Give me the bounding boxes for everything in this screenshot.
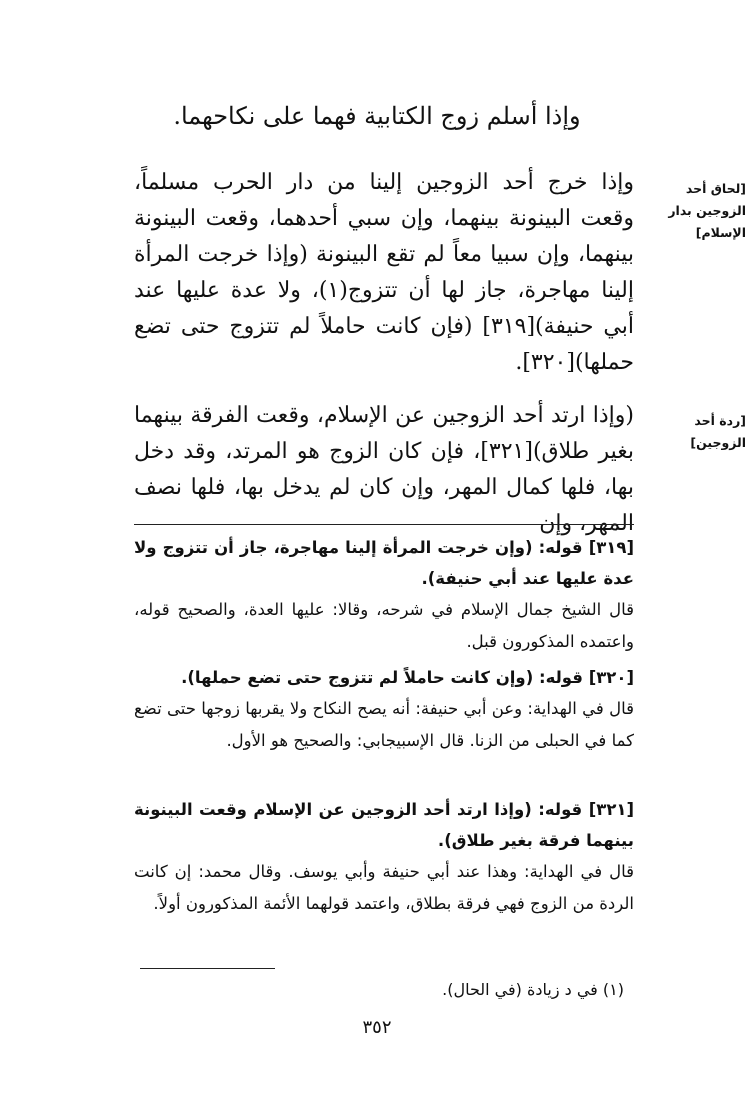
intro-line: وإذا أسلم زوج الكتابية فهما على نكاحهما.	[173, 102, 581, 130]
commentary-number: [٣٢٠]	[588, 668, 634, 687]
footnote-divider	[140, 968, 275, 969]
page-number: ٣٥٢	[362, 1017, 392, 1038]
marginal-note-2: [ردة أحد الزوجين]	[690, 413, 746, 450]
commentary-321	[134, 794, 634, 919]
commentary-body: قال الشيخ جمال الإسلام في شرحه، وقالا: عليها العدة، والصحيح قوله، واعتمده المذكورون قبل.	[134, 600, 634, 651]
commentary-heading	[134, 662, 634, 693]
commentary-320	[134, 662, 634, 756]
paragraph-text: (وإذا ارتد أحد الزوجين عن الإسلام، وقعت الفرقة بينهما بغير طلاق)[٣٢١]، فإن كان الزوج هو المرتد، وقد دخل بها، فلها كمال المهر، وإن كان لم يدخل بها، فلها نصف المهر، وإن	[134, 403, 634, 536]
commentary-heading-text: قوله: (وإن كانت حاملاً لم تتزوج حتى تضع حملها).	[181, 668, 583, 687]
commentary-body: قال في الهداية: وهذا عند أبي حنيفة وأبي يوسف. وقال محمد: إن كانت الردة من الزوج فهي فرقة بطلاق، واعتمد قولهما الأئمة المذكورون أولاً.	[134, 862, 634, 913]
commentary-heading-text: قوله: (وإن خرجت المرأة إلينا مهاجرة، جاز أن تتزوج ولا عدة عليها عند أبي حنيفة).	[134, 538, 634, 588]
commentary-body: قال في الهداية: وعن أبي حنيفة: أنه يصح النكاح ولا يقربها زوجها حتى تضع كما في الحبلى من الزنا. قال الإسبيجابي: والصحيح هو الأول.	[134, 699, 634, 750]
commentary-heading-text: قوله: (وإذا ارتد أحد الزوجين عن الإسلام وقعت البينونة بينهما فرقة بغير طلاق).	[134, 800, 634, 850]
footnote: (١) في د زيادة (في الحال).	[442, 980, 624, 999]
commentary-heading	[134, 794, 634, 856]
commentary-number: [٣١٩]	[588, 538, 634, 557]
marginal-note-1: [لحاق أحد الزوجين بدار الإسلام]	[668, 181, 746, 240]
commentary-divider	[134, 524, 634, 525]
paragraph-text: وإذا خرج أحد الزوجين إلينا من دار الحرب مسلماً، وقعت البينونة بينهما، وإن سبي أحدهما، وقعت البينونة بينهما، وإن سبيا معاً لم تقع البينونة (وإذا خرجت المرأة إلينا مهاجرة، جاز لها أن تتزوج(١)، ولا عدة عليها عند أبي حنيفة)[٣١٩] (فإن كانت حاملاً لم تتزوج حتى تضع حملها)[٣٢٠].	[134, 170, 634, 375]
commentary-number: [٣٢١]	[588, 800, 635, 819]
main-paragraph-2	[134, 398, 634, 542]
main-paragraph-1	[134, 165, 634, 381]
commentary-heading	[134, 532, 634, 594]
commentary-319	[134, 532, 634, 657]
